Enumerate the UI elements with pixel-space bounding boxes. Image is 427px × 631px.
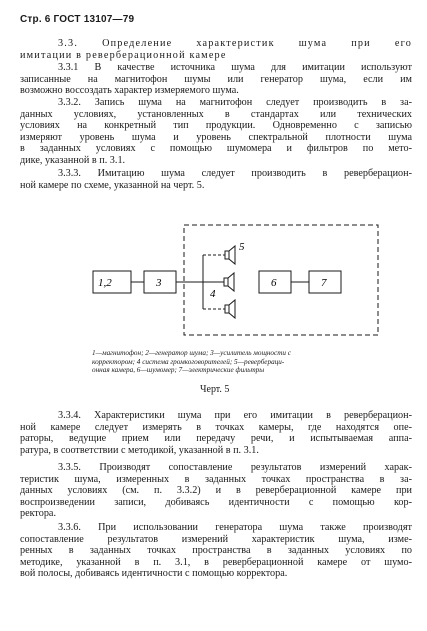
paragraph-line: условиях на конкретный тип продукции. Одновременно с записью: [20, 120, 412, 132]
paragraph-3-3-1: [20, 62, 412, 97]
paragraph-line: записанные на магнитофон шумы или генератор шума, если им: [20, 73, 412, 85]
label-5: 5: [239, 241, 245, 253]
paragraph-line: 3.3.4. Характеристики шума при его имитации в реверберацион-: [58, 410, 412, 421]
speaker-icon: [225, 300, 235, 318]
paragraph-3-3-3: [20, 168, 412, 191]
title-line: 3.3. Определение характеристик шума при его: [58, 38, 412, 49]
caption-line: корректором; 4 система громкоговорителей; 5—ревербераци-: [92, 357, 285, 366]
paragraph-3-3-2: [20, 97, 412, 167]
paragraph-line: 3.3.2. Запись шума на магнитофон следует производить в за-: [58, 97, 412, 108]
paragraph-line: ренных в заданных точках пространства в заданных условиях по: [20, 545, 412, 557]
label-3: 3: [156, 277, 162, 289]
figure-caption: [92, 349, 382, 375]
reverberation-chamber-boundary: [184, 225, 378, 335]
page-header: Стр. 6 ГОСТ 13107—79: [20, 14, 135, 25]
paragraph-3-3-6: [20, 522, 412, 580]
label-7: 7: [321, 277, 327, 289]
section-3-3-title: [20, 38, 412, 61]
label-1-2: 1,2: [98, 277, 112, 289]
paragraph-line: ратура, в соответствии с методикой, указанной в п. 3.1.: [20, 444, 259, 456]
noise-simulation-diagram: [20, 220, 412, 345]
paragraph-line: 3.3.6. При использовании генератора шума также производят: [58, 522, 412, 533]
paragraph-line: в заданных условиях с помощью шумомера и фильтров по мето-: [20, 143, 412, 155]
paragraph-line: данных условиях, установленных в стандартах или технических: [20, 108, 412, 120]
speaker-icon: [224, 273, 234, 291]
label-4: 4: [210, 288, 216, 300]
caption-line: онная камера, 6—шумомер; 7—электрические фильтры: [92, 366, 265, 375]
paragraph-line: измеряют уровень шума и уровень спектральной плотности шума: [20, 131, 412, 143]
title-line: имитации в реверберационной камере: [20, 49, 227, 61]
paragraph-line: ной камере по схеме, указанной на черт. 5.: [20, 179, 205, 191]
label-6: 6: [271, 277, 277, 289]
paragraph-line: ректора.: [20, 508, 57, 520]
paragraph-line: методике, указанной в п. 3.1, в реверберационной камере от шумо-: [20, 556, 412, 568]
figure-label: Черт. 5: [200, 384, 230, 395]
speaker-icon: [225, 246, 235, 264]
paragraph-line: теристик шума, измеренных в заданных точках пространства в за-: [20, 473, 412, 485]
paragraph-line: раторы, ведущие прием или передачу речи, и испытываемая аппа-: [20, 433, 412, 445]
caption-line: 1—магнитофон; 2—генератор шума; 3—усилитель мощности с: [92, 349, 291, 357]
paragraph-line: ной камере следует измерять в точках камеры, где находятся опе-: [20, 421, 412, 433]
paragraph-line: возможно воссоздать характер измеряемого шума.: [20, 85, 239, 97]
paragraph-line: сопоставление результатов измерений характеристик шума, изме-: [20, 533, 412, 545]
paragraph-3-3-5: [20, 462, 412, 520]
paragraph-line: 3.3.3. Имитацию шума следует производить в реверберацион-: [58, 168, 412, 179]
paragraph-line: дике, указанной в п. 3.1.: [20, 154, 126, 166]
paragraph-line: данных условиях (см. п. 3.3.2) и в реверберационной камере при: [20, 485, 412, 497]
paragraph-line: вой полосы, добиваясь идентичности с помощью корректора.: [20, 568, 288, 580]
paragraph-line: воспроизведении записи, добиваясь идентичности с помощью кор-: [20, 496, 412, 508]
paragraph-line: 3.3.5. Производят сопоставление результатов измерений харак-: [58, 462, 412, 473]
paragraph-3-3-4: [20, 410, 412, 456]
paragraph-line: 3.3.1 В качестве источника шума для имитации используют: [58, 62, 412, 73]
